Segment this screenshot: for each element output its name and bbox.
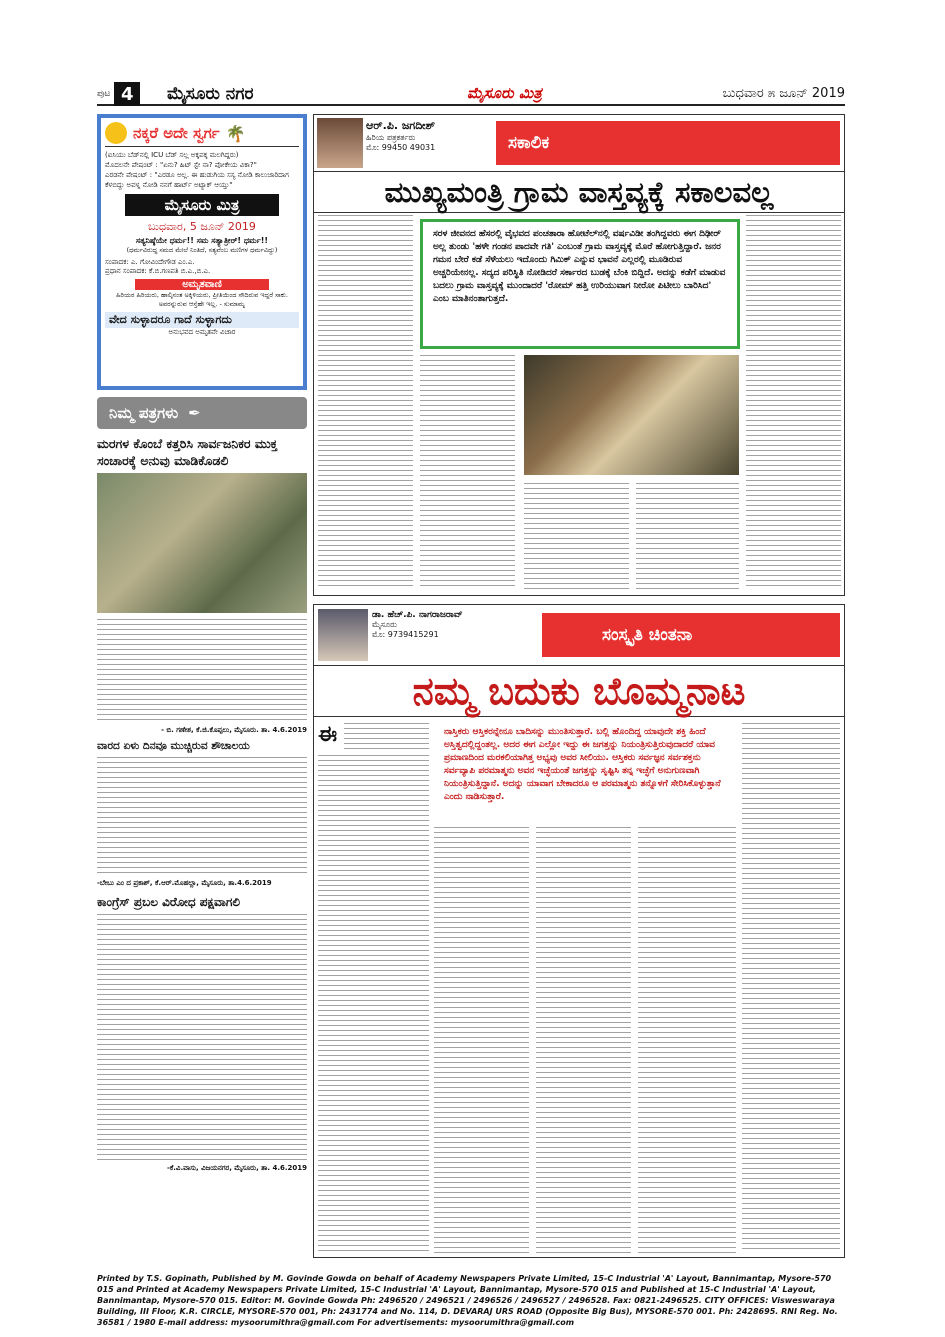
- letters-banner: [97, 397, 307, 429]
- bottom-article: [313, 604, 845, 1258]
- bottom-col1: [344, 723, 429, 753]
- section2-title: ಸಂಸ್ಕೃತಿ ಚಿಂತನಾ: [602, 625, 693, 645]
- author2-phone: ಮೊ: 9739415291: [372, 630, 439, 639]
- bottom-col2: [434, 827, 529, 1253]
- bottom-headline: ನಮ್ಮ ಬದುಕು ಬೊಮ್ಮನಾಟ: [314, 665, 844, 717]
- page-header: [97, 82, 845, 106]
- author-role: ಹಿರಿಯ ಪತ್ರಕರ್ತರು: [366, 133, 416, 142]
- letter3-body: [97, 914, 307, 1162]
- author2-photo: [318, 609, 368, 661]
- page-number: 4: [114, 82, 140, 106]
- letter2-body: [97, 757, 307, 877]
- tree-icon: 🌴: [225, 123, 246, 143]
- top-col5: [746, 215, 841, 590]
- letters-title: ನಿಮ್ಮ ಪತ್ರಗಳು: [109, 404, 179, 422]
- top-article: [313, 114, 845, 596]
- pull-quote2: [434, 720, 734, 820]
- top-col4: [636, 483, 739, 590]
- letter3-headline: ಕಾಂಗ್ರೆಸ್ ಪ್ರಬಲ ವಿರೋಧ ಪಕ್ಷವಾಗಲಿ: [97, 895, 241, 909]
- top-col2: [420, 355, 515, 590]
- dropcap: ಈ: [318, 722, 338, 747]
- motto: ಸತ್ಯನಿಷ್ಠೆಯೇ ಧರ್ಮ!! ಸಮ ಸತ್ಯಾತ್ರೀರ್! ಧರ್ಮ!!: [135, 236, 269, 245]
- humor-title: ನಕ್ಕರೆ ಅದೇ ಸ್ವರ್ಗ: [133, 124, 220, 142]
- bottom-col3: [536, 827, 631, 1253]
- page-label: ಪುಟ: [97, 89, 111, 99]
- bottom-col4: [638, 827, 736, 1253]
- amrutavani-text: ಹಿರಿಯರ ಹಿರಿಯರು, ಹಾಲ್ಕಿನಂತ ಅಕ್ಕಿಳಿಯರು, ಪ್ರೀತಿಯಿಂದ ಸೌದಿರುವ ಇದ್ದರೆ ಸಾಕು. ಅವರನ್ನುರುವ ಆಸ್ತೆಹೇ ಇಲ್ಲ. - ಸುಮಾಮೃ: [116, 291, 288, 308]
- motto-sub: (ಧರ್ಮವಿರುದ್ಧ ಸಮದ ಮೇಲೆ ನಿಂತಿದೆ, ಸತ್ಯವೆಂಬ ಮಣಿಗಳ ಧರ್ಮವಿದ್ದು): [126, 246, 278, 254]
- letter2-sign: -ಬೇಬು ಎಂ ದ ಪ್ರಕಾಶ್, ಕೆ.ಆರ್.ಮೊಹಲ್ಲಾ, ಮೈಸೂರು, ತಾ.4.6.2019: [97, 879, 272, 887]
- page-number-block: [97, 82, 155, 106]
- imprint-footer: Printed by T.S. Gopinath, Published by M. Govinde Gowda on behalf of Academy Newspapers Private Limited, 15-C Industrial 'A' Layout, Bannimantap, Mysore-570 015 and Printed at Academy Newspapers Private Limited, 15-C Industrial 'A' Layout, Bannimantap, Mysore-570 015 and Published at 15-C Industrial 'A' Layout, Bannimantap, Mysore-570 015. Editor: M. Govinde Gowda Ph: 2496520 / 2496521 / 2496526 / 2496527 / 2496528. Fax: 0821-2496525. CITY OFFICES: Visweswaraya Building, III Floor, K.R. CIRCLE, MYSORE-570 001, Ph: 2431774 and No. 114, D. DEVARAJ URS ROAD (Opposite Big Bus), MYSORE-570 001. Ph: 2428695. RNI Reg. No. 36581 / 1980 E-mail address: mysoorumithra@gmail.com For advertisements: mysoorumithra@gmail.com: [97, 1274, 838, 1327]
- pull-quote2-text: ನಾಸ್ತಿಕರು ಆಸ್ತಿಕರನ್ನೇನೂ ಬಾದಿಸನ್ನು ಮುಂತಿಸುತ್ತಾರೆ. ಬಲ್ಲಿ ಹೊಂದಿದ್ದ ಯಾವುದೇ ಶಕ್ತಿ ಹಿಂದೆ ಅಸ್ತಿತ್ವದಲ್ಲಿದ್ದಂತಲ್ಲ. ಅದರ ಈಗ ಎಲ್ಲೋ ಇದ್ದು ಈ ಜಗತ್ತನ್ನು ನಿಯಂತ್ರಿಸುತ್ತಿರುವುದಾದರೆ ಯಾವ ಪ್ರಮಾಣದಿಂದ ಮರಕಲಿಯಾಗಿತ್ತ ಅಭ್ಯವು ಅವರ ಸೀಲಿಯು. ಆಸ್ತಿಕರು ಸರ್ವಜ್ಞನ ಸರ್ವಶಕ್ತನು ಸರ್ವವ್ಯಾಪಿ ಪರಮಾತ್ಮನು ಅವನ ಇಚ್ಛೆಯಂತೆ ಜಗತ್ತನ್ನು ಸೃಷ್ಟಿಸಿ ತನ್ನ ಇಚ್ಛೆಗೆ ಅನುಗುಣವಾಗಿ ನಿಯಂತ್ರಿಸುತ್ತಿದ್ದಾನೆ. ಅದನ್ನು ಯಾವಾಗ ಬೇಕಾದರೂ ಆ ಪರಮಾತ್ಮನು ತನ್ನೊಳಗೆ ಸೇರಿಸಿಕೊಳ್ಳುತ್ತಾನೆ ಎಂದು ನಾಡಿಸುತ್ತಾರೆ.: [444, 727, 721, 802]
- letter2-headline: ವಾರದ ಏಳು ದಿನವೂ ಮುಚ್ಚಿರುವ ಶೌಚಾಲಯ: [97, 740, 250, 752]
- joke-line1: ಮೊದಲನೇ ಪೇಷಂಟ್ : "ಏನು? ಹಿಟ್ ಸ್ಟೇ ನಾ? ಪೋಕೇಯ ವಿಕಾ?": [105, 161, 257, 169]
- editor-line: ಸಂಪಾದಕ: ಎ. ಗೋವಿಂದೇಗೌಡ ಎಂ.ಎ.: [105, 258, 195, 266]
- section2-banner: [542, 613, 840, 657]
- author-phone: ಮೊ: 99450 49031: [366, 143, 436, 152]
- masthead-logo: ಮೈಸೂರು ಮಿತ್ರ: [467, 84, 542, 102]
- thought-of-day: ವೇದ ಸುಳ್ಳಾದರೂ ಗಾದೆ ಸುಳ್ಳಾಗದು: [105, 312, 299, 328]
- street-photo: [97, 473, 307, 613]
- quill-icon: ✒: [188, 404, 201, 422]
- left-info-box: [97, 114, 307, 390]
- paper-date: ಬುಧವಾರ, 5 ಜೂನ್ 2019: [148, 220, 256, 233]
- letter1-headline: ಮರಗಳ ಕೊಂಬೆ ಕತ್ತರಿಸಿ ಸಾರ್ವಜನಿಕರ ಮುಕ್ತ ಸಂಚಾರಕ್ಕೆ ಅನುವು ಮಾಡಿಕೊಡಲಿ: [97, 436, 278, 468]
- letters-column: [97, 397, 307, 1257]
- section-banner: [496, 121, 840, 165]
- author-name: ಆರ್.ಪಿ. ಜಗದೀಶ್: [366, 119, 436, 132]
- bottom-col5: [742, 723, 840, 1253]
- joke-line2: ಎರಡನೇ ಪೇಷಂಟ್ : "ಎರಡೂ ಅಲ್ಲ. ಈ ಹುಡುಗಿಯ ಸಸ್ಯ ನೋಡಿ ಕಾಲುಜಾರಿದಾಗ ಕೆಳಬಿದ್ದು ಅವಳ್ನ ನೋಡಿ ನನಗೆ ಹಾರ್ಟ್ ಅಟ್ಯಾಕ್ ಆಯ್ತು": [105, 171, 289, 189]
- thought-sub: ಅನುಭವದ ಅಮೃತವೇ ವಿಚಾರ: [168, 328, 236, 336]
- editor-line2: ಪ್ರಧಾನ ಸಂಪಾದಕ: ಕೆ.ಬಿ.ಗಣಪತಿ ಬಿ.ಎ.,ಬಿ.ಎ.: [105, 267, 211, 275]
- top-col3: [524, 483, 629, 590]
- top-headline: ಮುಖ್ಯಮಂತ್ರಿ ಗ್ರಾಮ ವಾಸ್ತವ್ಯಕ್ಕೆ ಸಕಾಲವಲ್ಲ: [314, 171, 844, 213]
- author2-city: ಮೈಸೂರು: [372, 620, 397, 629]
- issue-date: ಬುಧವಾರ ೫ ಜೂನ್ 2019: [722, 86, 845, 101]
- bottom-col1b: [318, 755, 429, 1253]
- author-photo: [317, 118, 363, 168]
- pull-quote-text: ಸರಳ ಜೀವನದ ಹೆಸರಲ್ಲಿ ವೈಭವದ ಪಂಚತಾರಾ ಹೋಟೆಲ್‌ನಲ್ಲಿ ವರ್ಷವಿಡೀ ತಂಗಿದ್ದವರು ಈಗ ದಿಢೀರ್ ಅಲ್ಲ ತುಂಡು 'ಹಳೇ ಗಂಡನ ಪಾದವೇ ಗತಿ' ಎಂಬಂತೆ ಗ್ರಾಮ ವಾಸ್ತವ್ಯಕ್ಕೆ ಮೊರೆ ಹೋಗುತ್ತಿದ್ದಾರೆ. ಜನರ ಗಮನ ಬೇರೆ ಕಡೆ ಸೆಳೆಯಲು ಇದೊಂದು ಗಿಮಿಕ್ ಎನ್ನುವ ಭಾವನೆ ಎಲ್ಲರಲ್ಲಿ ಮೂಡಿರುವ ಅಚ್ಚರಿಯೇನಲ್ಲ. ಸದ್ಯದ ಪರಿಸ್ಥಿತಿ ನೋಡಿದರೆ ಸರ್ಕಾರದ ಬುಡಕ್ಕೆ ಬೆಂಕಿ ಬಿದ್ದಿದೆ. ಅದನ್ನು ಕಡೆಗೆ ಮಾಡುವ ಬದಲು ಗ್ರಾಮ ವಾಸ್ತವ್ಯಕ್ಕೆ ಮುಂದಾದರೆ 'ರೋಮ್ ಹತ್ತಿ ಉರಿಯುವಾಗ ನೀರೋ ಪಿಟೀಲು ಬಾರಿಸಿದ' ಎಂಬ ಮಾತಿನಂತಾಗುತ್ತದೆ.: [433, 229, 726, 304]
- section-title: ಸಕಾಲಿಕ: [508, 133, 550, 153]
- section-name: ಮೈಸೂರು ನಗರ: [167, 84, 254, 104]
- village-photo: [524, 355, 739, 475]
- letter1-body: [97, 619, 307, 724]
- pull-quote: [420, 219, 740, 349]
- amrutavani-title: ಅಮೃತವಾಣಿ: [135, 279, 269, 290]
- top-col1: [318, 215, 413, 590]
- laughing-emoji-icon: [105, 122, 127, 144]
- author2-name: ಡಾ. ಹೆಚ್.ಪಿ. ನಾಗರಾಜರಾವ್: [372, 610, 463, 620]
- letter1-sign: - ಬಿ. ಗಣೇಶ, ಕೆ.ಜಿ.ಕೊಪ್ಪಲು, ಮೈಸೂರು. ತಾ. 4.6.2019: [161, 726, 307, 734]
- letter3-sign: -ಕೆ.ವಿ.ವಾಸು, ವಿಜಯನಗರ, ಮೈಸೂರು, ತಾ. 4.6.2019: [166, 1164, 307, 1172]
- paper-name: ಮೈಸೂರು ಮಿತ್ರ: [125, 194, 279, 216]
- joke-intro: (ಐಸಿಯು ಬೆಡ್‌ನಲ್ಲಿ ICU ಬೆಡ್ ಸಲ್ಲ ಅಕ್ಕಪಕ್ಕ ಮಲಗಿದ್ದರು): [105, 151, 239, 159]
